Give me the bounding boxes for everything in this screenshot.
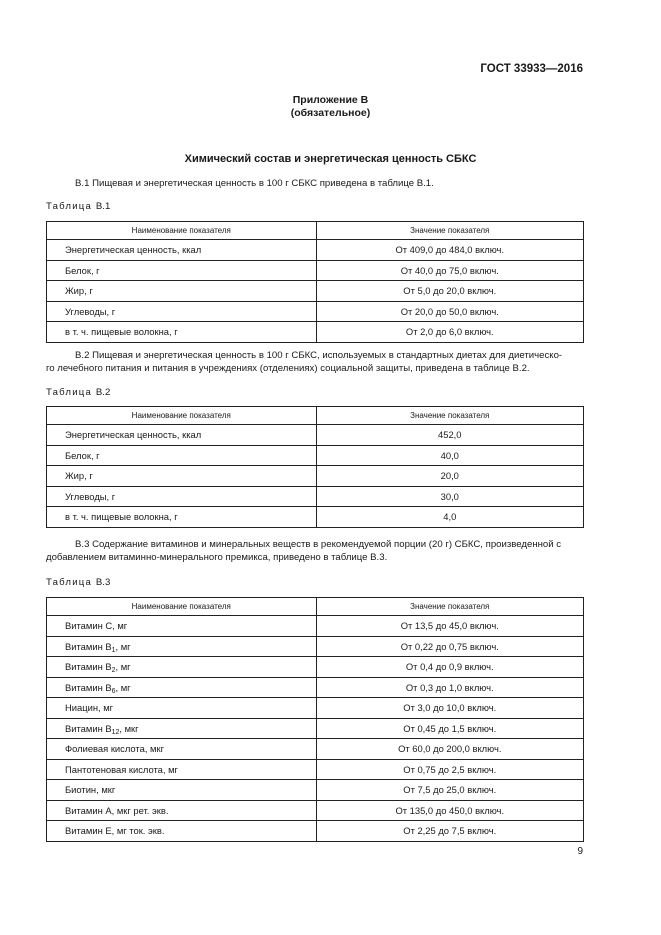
table-caption-b1 — [46, 201, 110, 212]
table-label: Таблица — [46, 577, 93, 588]
paragraph-b3-line2: добавлением витаминно-минерального премикса, приведено в таблице В.3. — [46, 552, 388, 563]
table-row — [47, 821, 584, 842]
row-value: 30,0 — [316, 486, 583, 507]
table-label: Таблица — [46, 387, 93, 398]
table-row — [47, 636, 584, 657]
row-name: Биотин, мкг — [47, 780, 317, 801]
row-name: Углеводы, г — [47, 486, 317, 507]
row-value: От 135,0 до 450,0 включ. — [316, 800, 583, 821]
page-number: 9 — [577, 846, 583, 857]
table-b1 — [46, 221, 584, 343]
paragraph-b3-line1: В.3 Содержание витаминов и минеральных веществ в рекомендуемой порции (20 г) СБКС, произведенной с — [75, 539, 562, 550]
row-name: Углеводы, г — [47, 301, 317, 322]
row-name: Витамин А, мкг рет. экв. — [47, 800, 317, 821]
paragraph-b2-line2: го лечебного питания и питания в учреждениях (отделениях) социальной защиты, приведена в таблице В.2. — [46, 363, 530, 374]
column-header-value: Значение показателя — [316, 598, 583, 616]
row-name: Фолиевая кислота, мкг — [47, 739, 317, 760]
column-header-name: Наименование показателя — [47, 598, 317, 616]
row-name: Ниацин, мг — [47, 698, 317, 719]
table-caption-b2 — [46, 387, 110, 398]
row-value: От 0,22 до 0,75 включ. — [316, 636, 583, 657]
table-header-row — [47, 407, 584, 425]
row-name: в т. ч. пищевые волокна, г — [47, 322, 317, 343]
table-row — [47, 800, 584, 821]
standard-code: ГОСТ 33933—2016 — [480, 63, 583, 75]
table-header-row — [47, 222, 584, 240]
paragraph-b2-line1: В.2 Пищевая и энергетическая ценность в 100 г СБКС, используемых в стандартных диетах для диетическо- — [75, 350, 563, 361]
row-value: От 5,0 до 20,0 включ. — [316, 281, 583, 302]
table-b3 — [46, 597, 584, 842]
table-row — [47, 445, 584, 466]
column-header-value: Значение показателя — [316, 407, 583, 425]
table-row — [47, 657, 584, 678]
table-row — [47, 780, 584, 801]
row-value: От 2,0 до 6,0 включ. — [316, 322, 583, 343]
table-row — [47, 301, 584, 322]
row-value: От 7,5 до 25,0 включ. — [316, 780, 583, 801]
appendix-status: (обязательное) — [290, 107, 371, 119]
row-name: Витамин $В_2$, мг — [47, 657, 317, 678]
table-label: Таблица — [46, 201, 93, 212]
table-number: В.3 — [95, 577, 111, 588]
section-title: Химический состав и энергетическая ценность СБКС — [184, 153, 477, 165]
column-header-name: Наименование показателя — [47, 407, 317, 425]
table-number: В.2 — [95, 387, 111, 398]
table-row — [47, 507, 584, 528]
appendix-title: Приложение В — [292, 94, 369, 106]
table-row — [47, 281, 584, 302]
row-name: Витамин Е, мг ток. экв. — [47, 821, 317, 842]
column-header-value: Значение показателя — [316, 222, 583, 240]
row-value: От 60,0 до 200,0 включ. — [316, 739, 583, 760]
row-name: Пантотеновая кислота, мг — [47, 759, 317, 780]
row-value: От 40,0 до 75,0 включ. — [316, 260, 583, 281]
row-name: Белок, г — [47, 445, 317, 466]
row-value: От 0,75 до 2,5 включ. — [316, 759, 583, 780]
table-row — [47, 240, 584, 261]
row-name: Витамин С, мг — [47, 616, 317, 637]
column-header-name: Наименование показателя — [47, 222, 317, 240]
table-row — [47, 425, 584, 446]
row-name: Энергетическая ценность, ккал — [47, 425, 317, 446]
row-value: От 3,0 до 10,0 включ. — [316, 698, 583, 719]
row-value: 20,0 — [316, 466, 583, 487]
row-value: От 13,5 до 45,0 включ. — [316, 616, 583, 637]
paragraph-b1: В.1 Пищевая и энергетическая ценность в 100 г СБКС приведена в таблице В.1. — [75, 178, 434, 189]
row-value: От 409,0 до 484,0 включ. — [316, 240, 583, 261]
table-row — [47, 739, 584, 760]
row-name: Жир, г — [47, 281, 317, 302]
table-row — [47, 486, 584, 507]
table-number: В.1 — [95, 201, 111, 212]
row-name: Витамин $В_{12}$, мкг — [47, 718, 317, 739]
table-row — [47, 718, 584, 739]
row-value: 452,0 — [316, 425, 583, 446]
row-name: Витамин $В_1$, мг — [47, 636, 317, 657]
row-name: в т. ч. пищевые волокна, г — [47, 507, 317, 528]
row-name: Энергетическая ценность, ккал — [47, 240, 317, 261]
table-row — [47, 759, 584, 780]
table-row — [47, 466, 584, 487]
row-name: Витамин $В_6$, мг — [47, 677, 317, 698]
row-name: Жир, г — [47, 466, 317, 487]
row-value: От 0,45 до 1,5 включ. — [316, 718, 583, 739]
row-name: Белок, г — [47, 260, 317, 281]
row-value: От 2,25 до 7,5 включ. — [316, 821, 583, 842]
table-caption-b3 — [46, 577, 110, 588]
row-value: От 0,3 до 1,0 включ. — [316, 677, 583, 698]
table-row — [47, 698, 584, 719]
row-value: От 20,0 до 50,0 включ. — [316, 301, 583, 322]
row-value: 40,0 — [316, 445, 583, 466]
table-row — [47, 616, 584, 637]
table-header-row — [47, 598, 584, 616]
table-row — [47, 260, 584, 281]
row-value: От 0,4 до 0,9 включ. — [316, 657, 583, 678]
row-value: 4,0 — [316, 507, 583, 528]
table-b2 — [46, 406, 584, 528]
table-row — [47, 322, 584, 343]
table-row — [47, 677, 584, 698]
